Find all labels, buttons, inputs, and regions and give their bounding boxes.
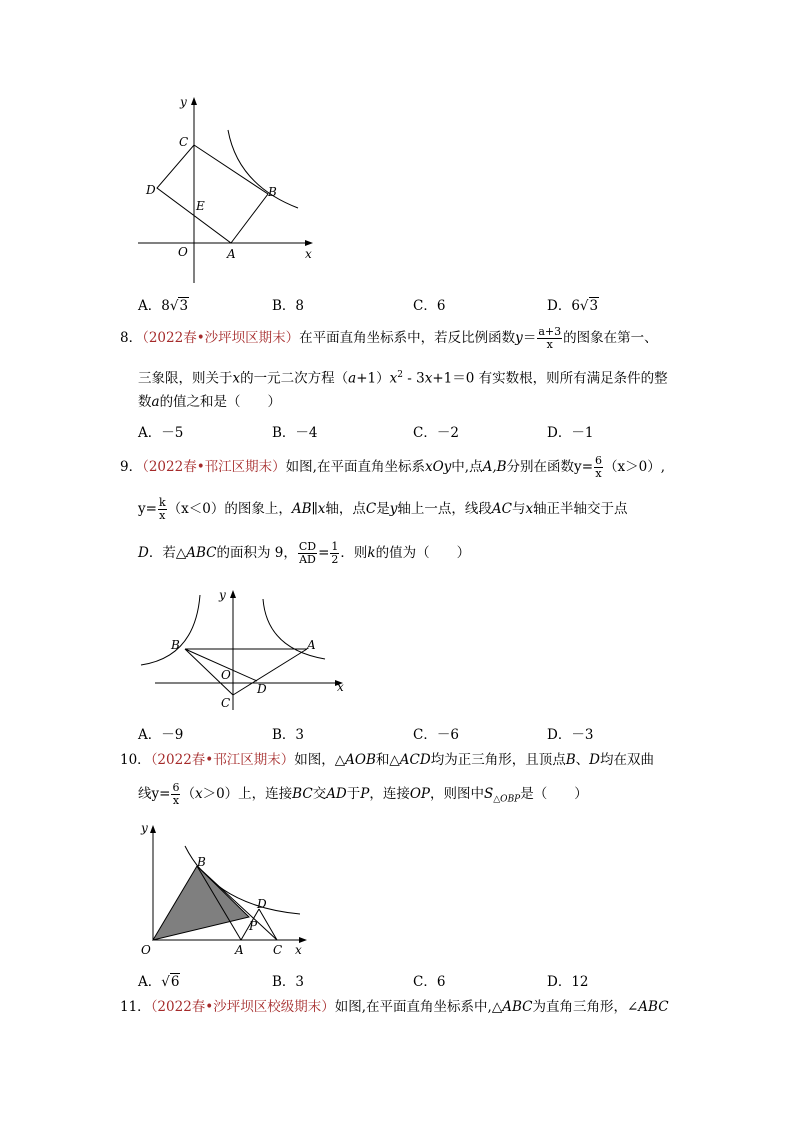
label-e: E bbox=[196, 199, 205, 213]
q7-option-c[interactable]: C．6 bbox=[413, 298, 446, 314]
q8-fraction: $\frac{a+3}{x}$ bbox=[538, 325, 562, 351]
q9-line1: 9．（2022春•邗江区期末）如图,在平面直角坐标系xOy中,点A,B分别在函数y= $\frac{6}{x}$ （x＞0）, bbox=[120, 454, 665, 480]
y-axis-arrow bbox=[230, 590, 236, 598]
q8-option-a[interactable]: A．－5 bbox=[138, 425, 184, 441]
q8-option-b[interactable]: B．－4 bbox=[272, 425, 318, 441]
label-y: y bbox=[141, 821, 148, 835]
q9-line3: D．若△ABC的面积为 9， $\frac{CD}{AD}$ = $\frac{1}{2}$ ．则k的值为（ ） bbox=[138, 540, 471, 566]
q7-option-b[interactable]: B．8 bbox=[272, 298, 305, 314]
q10-option-d[interactable]: D．12 bbox=[547, 974, 589, 990]
q10-line1: 10．（2022春•邗江区期末）如图，△AOB和△ACD均为正三角形，且顶点B、D均在双曲 bbox=[120, 752, 654, 768]
label-x: x bbox=[305, 247, 312, 261]
q10-option-b[interactable]: B．3 bbox=[272, 974, 305, 990]
q9-option-b[interactable]: B．3 bbox=[272, 727, 305, 743]
q8-option-d[interactable]: D．－1 bbox=[547, 425, 594, 441]
label-o: O bbox=[178, 245, 188, 259]
q9-option-a[interactable]: A．－9 bbox=[138, 727, 184, 743]
x-axis-arrow bbox=[305, 240, 313, 246]
segment-dc bbox=[259, 909, 277, 940]
q10-option-a[interactable]: A．√6 bbox=[138, 974, 180, 990]
q11-line1: 11．（2022春•沙坪坝区校级期末）如图,在平面直角坐标系中,△ABC为直角三角形，∠ABC bbox=[120, 999, 669, 1015]
segment-ac bbox=[233, 649, 307, 695]
label-b: B bbox=[171, 638, 180, 652]
q8-option-c[interactable]: C．－2 bbox=[413, 425, 459, 441]
label-c: C bbox=[221, 696, 231, 710]
label-x: x bbox=[295, 943, 302, 957]
y-axis-arrow bbox=[191, 97, 197, 105]
q8-line3: 数a的值之和是（ ） bbox=[138, 394, 282, 410]
q7-option-d[interactable]: D．6√3 bbox=[547, 298, 599, 314]
q8-source: （2022春•沙坪坝区期末） bbox=[142, 330, 300, 346]
label-x: x bbox=[337, 680, 344, 694]
label-d: D bbox=[146, 183, 156, 197]
label-a: A bbox=[307, 638, 316, 652]
q8-line2: 三象限，则关于x的一元二次方程$(a+1)x^2 - 3x+1=0$ 有实数根，则所有满足条件的整 bbox=[138, 370, 668, 387]
label-d: D bbox=[257, 682, 267, 696]
label-d: D bbox=[257, 897, 267, 911]
q7-option-a[interactable]: A．8√3 bbox=[138, 298, 189, 314]
hyperbola-right bbox=[263, 599, 325, 659]
label-o: O bbox=[141, 943, 151, 957]
label-y: y bbox=[180, 95, 187, 109]
label-c: C bbox=[273, 943, 283, 957]
q9-option-c[interactable]: C．－6 bbox=[413, 727, 459, 743]
figure-q7 bbox=[130, 90, 330, 290]
label-c: C bbox=[179, 135, 189, 149]
y-axis-arrow bbox=[150, 825, 156, 833]
figure-q9 bbox=[135, 585, 355, 715]
q9-source: （2022春•邗江区期末） bbox=[142, 459, 286, 475]
label-a: A bbox=[227, 247, 236, 261]
label-b: B bbox=[268, 185, 277, 199]
q10-option-c[interactable]: C．6 bbox=[413, 974, 446, 990]
label-y: y bbox=[219, 588, 226, 602]
q9-option-d[interactable]: D．－3 bbox=[547, 727, 594, 743]
q10-line2: 线y= $\frac{6}{x}$ （x＞0）上，连接BC交AD于P，连接OP，则图中$S_{\triangle OBP}$是（ ） bbox=[138, 781, 588, 807]
q8-line1: 8．（2022春•沙坪坝区期末）在平面直角坐标系中，若反比例函数y＝ $\frac{a+3}{x}$ 的图象在第一、 bbox=[120, 325, 658, 351]
hyperbola-curve bbox=[228, 130, 298, 208]
q11-source: （2022春•沙坪坝区校级期末） bbox=[150, 999, 335, 1015]
q9-line2: y= $\frac{k}{x}$ （x＜0）的图象上，AB∥x轴，点C是y轴上一点，线段AC与x轴正半轴交于点 bbox=[138, 496, 628, 522]
rectangle-abcd bbox=[157, 145, 268, 243]
label-o: O bbox=[221, 668, 231, 682]
q10-source: （2022春•邗江区期末） bbox=[150, 752, 295, 768]
label-b: B bbox=[197, 855, 206, 869]
figure-q10 bbox=[135, 818, 315, 963]
label-a: A bbox=[235, 943, 244, 957]
label-p: P bbox=[249, 919, 258, 933]
